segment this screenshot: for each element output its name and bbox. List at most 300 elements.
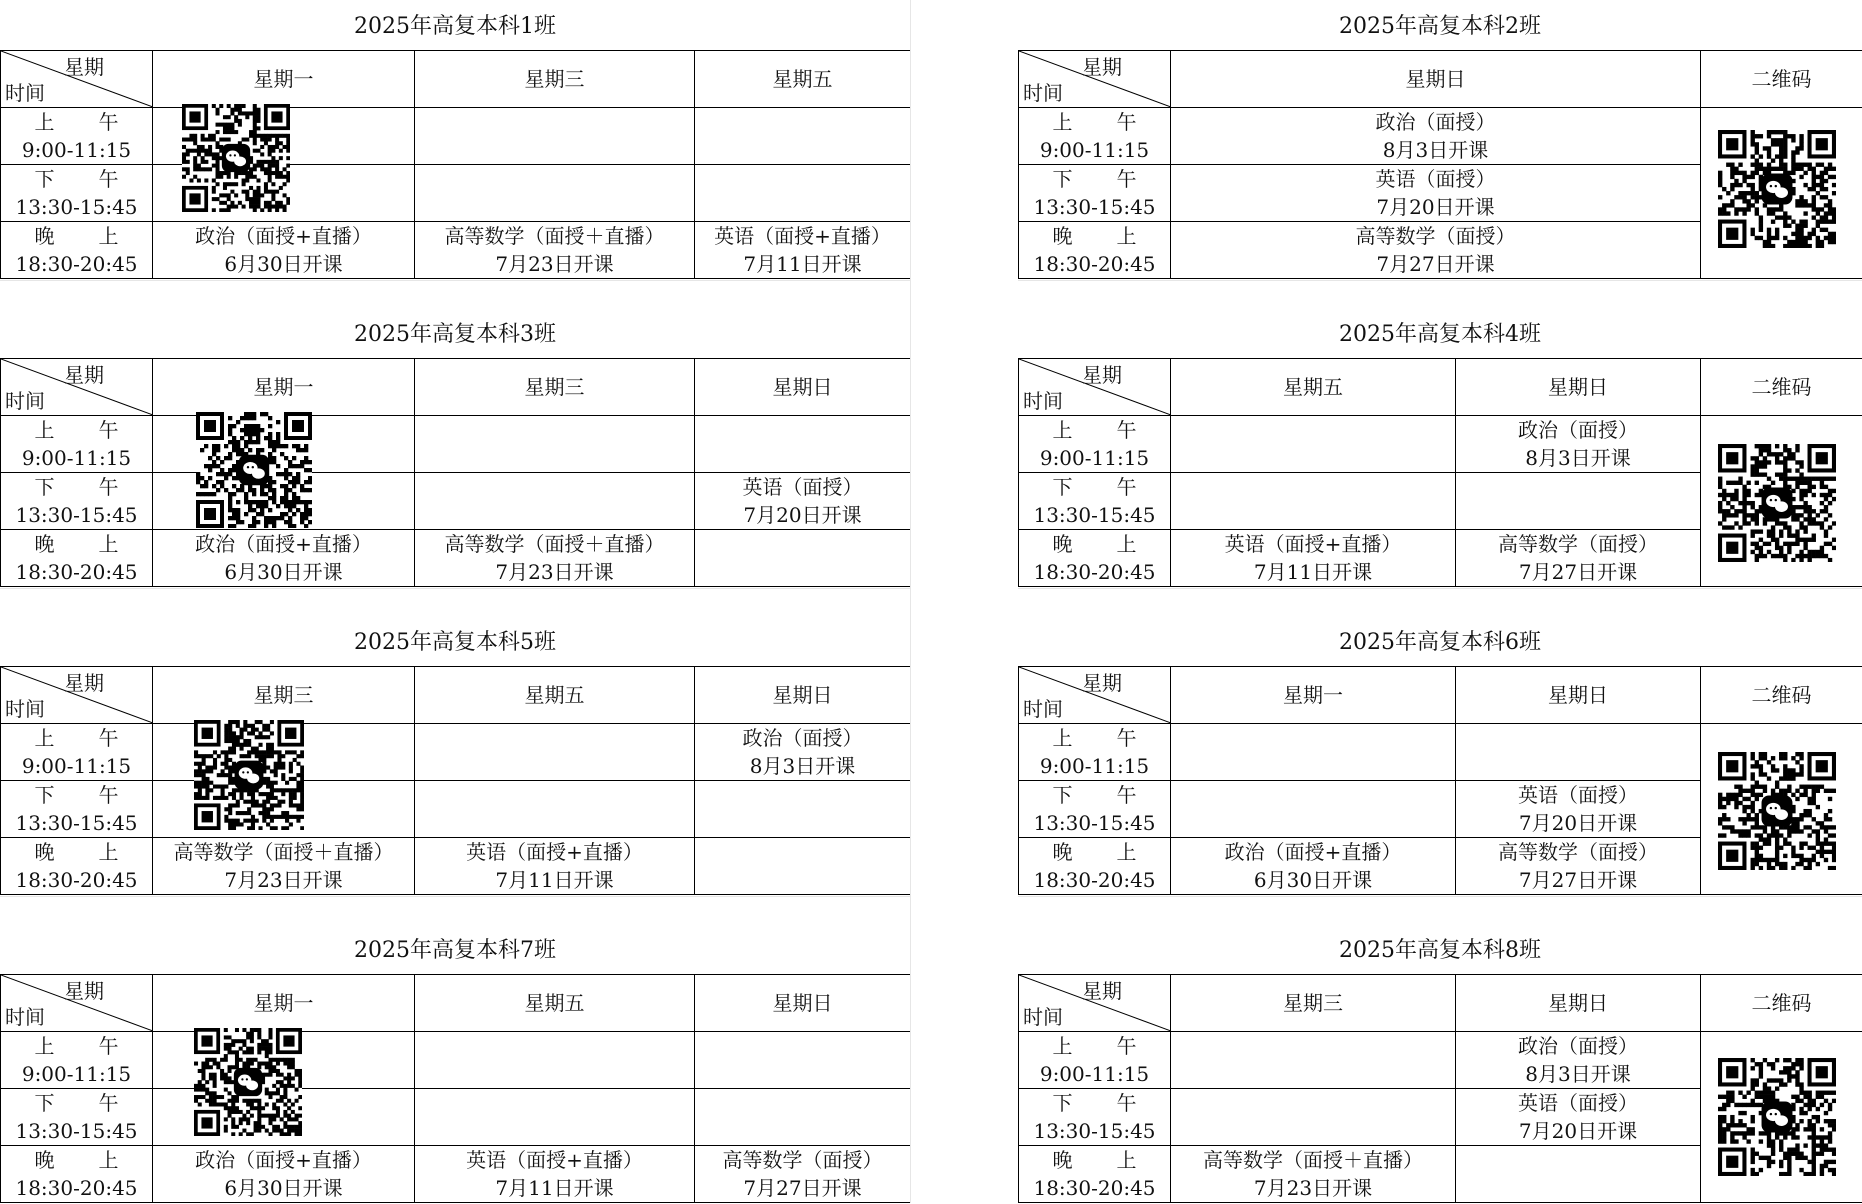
- wechat-qr-code-icon: [194, 720, 304, 834]
- time-slot-cell: [1019, 838, 1171, 895]
- time-slot-name-b: 午: [1117, 1034, 1137, 1058]
- course-cell: [695, 165, 911, 222]
- course-cell: [695, 838, 911, 895]
- time-slot-name-a: 晚: [1053, 224, 1073, 248]
- time-slot-range: 9:00-11:15: [1019, 444, 1170, 472]
- weekday-header: 星期一: [153, 975, 415, 1032]
- time-slot-range: 9:00-11:15: [1019, 1060, 1170, 1088]
- time-slot-name-b: 午: [1117, 783, 1137, 807]
- time-slot-row: [1, 165, 911, 222]
- corner-time-label: 时间: [5, 387, 45, 415]
- time-slot-row: [1, 1032, 911, 1089]
- course-cell: [1456, 416, 1701, 473]
- time-slot-name: [1019, 108, 1170, 136]
- time-slot-name: [1019, 1032, 1170, 1060]
- corner-time-label: 时间: [1023, 1003, 1063, 1031]
- course-name: 高等数学（面授＋直播）: [415, 222, 694, 250]
- corner-weekday-label: 星期: [64, 669, 104, 697]
- time-slot-cell: [1019, 781, 1171, 838]
- corner-time-label: 时间: [5, 695, 45, 723]
- time-slot-range: 18:30-20:45: [1019, 866, 1170, 894]
- time-slot-name-b: 上: [99, 840, 119, 864]
- course-start-date: 6月30日开课: [153, 1174, 414, 1202]
- course-name: 政治（面授）: [1456, 1032, 1700, 1060]
- weekday-header: 星期三: [153, 667, 415, 724]
- qr-header: 二维码: [1701, 359, 1862, 416]
- wechat-qr-code-icon: [182, 104, 290, 216]
- course-start-date: 7月11日开课: [1171, 558, 1455, 586]
- course-start-date: 7月23日开课: [153, 866, 414, 894]
- time-slot-range: 18:30-20:45: [1, 558, 152, 586]
- time-slot-range: 18:30-20:45: [1019, 1174, 1170, 1202]
- time-slot-cell: [1019, 1032, 1171, 1089]
- time-slot-cell: [1019, 473, 1171, 530]
- time-slot-cell: [1, 724, 153, 781]
- time-slot-name-a: 下: [35, 1091, 55, 1115]
- time-slot-range: 9:00-11:15: [1019, 136, 1170, 164]
- time-slot-range: 13:30-15:45: [1, 501, 152, 529]
- weekday-header: 星期一: [1171, 667, 1456, 724]
- corner-cell: [1019, 975, 1171, 1032]
- weekday-header: 星期五: [1171, 359, 1456, 416]
- course-cell: [1171, 781, 1456, 838]
- course-cell: [1456, 1032, 1701, 1089]
- course-cell: [1456, 1146, 1701, 1203]
- header-row: [1019, 667, 1862, 724]
- weekday-header: 星期三: [415, 359, 695, 416]
- time-slot-name-b: 午: [99, 110, 119, 134]
- course-cell: [1456, 1089, 1701, 1146]
- sheet-gridline: [1018, 588, 1862, 589]
- course-start-date: 6月30日开课: [153, 558, 414, 586]
- class-timetable-7: [0, 924, 910, 1204]
- course-start-date: 6月30日开课: [153, 250, 414, 278]
- time-slot-name-a: 上: [1053, 1034, 1073, 1058]
- timetable-grid: [0, 50, 911, 279]
- course-cell: [695, 108, 911, 165]
- course-cell: [1171, 473, 1456, 530]
- corner-cell: [1019, 51, 1171, 108]
- wechat-qr-code-icon: [1718, 130, 1836, 252]
- course-start-date: 8月3日开课: [1456, 1060, 1700, 1088]
- time-slot-row: [1, 108, 911, 165]
- time-slot-cell: [1019, 1146, 1171, 1203]
- time-slot-range: 18:30-20:45: [1, 1174, 152, 1202]
- class-timetable-2: [1018, 0, 1862, 280]
- time-slot-name-a: 上: [1053, 110, 1073, 134]
- time-slot-name: [1019, 222, 1170, 250]
- time-slot-cell: [1019, 530, 1171, 587]
- time-slot-range: 13:30-15:45: [1019, 809, 1170, 837]
- time-slot-cell: [1, 222, 153, 279]
- weekday-header: 星期五: [415, 667, 695, 724]
- course-cell: [695, 473, 911, 530]
- time-slot-name-b: 上: [99, 1148, 119, 1172]
- timetable-title: 2025年高复本科5班: [0, 616, 910, 666]
- time-slot-name-a: 晚: [1053, 532, 1073, 556]
- course-cell: [1456, 473, 1701, 530]
- course-name: 高等数学（面授）: [1456, 838, 1700, 866]
- weekday-header: 星期日: [1456, 667, 1701, 724]
- time-slot-name: [1019, 165, 1170, 193]
- time-slot-range: 18:30-20:45: [1019, 558, 1170, 586]
- class-timetable-5: [0, 616, 910, 896]
- corner-cell: [1, 667, 153, 724]
- header-row: [1019, 51, 1862, 108]
- corner-cell: [1019, 667, 1171, 724]
- time-slot-name-a: 上: [35, 418, 55, 442]
- course-name: 政治（面授）: [1171, 108, 1700, 136]
- time-slot-range: 9:00-11:15: [1, 444, 152, 472]
- course-cell: [415, 108, 695, 165]
- course-name: 英语（面授+直播）: [415, 838, 694, 866]
- time-slot-name-b: 上: [99, 532, 119, 556]
- header-row: [1, 359, 911, 416]
- timetable-title: 2025年高复本科8班: [1018, 924, 1862, 974]
- course-cell: [1171, 838, 1456, 895]
- time-slot-row: [1, 724, 911, 781]
- course-cell: [1171, 108, 1701, 165]
- time-slot-cell: [1019, 1089, 1171, 1146]
- course-start-date: 8月3日开课: [1171, 136, 1700, 164]
- corner-weekday-label: 星期: [1082, 53, 1122, 81]
- corner-weekday-label: 星期: [64, 361, 104, 389]
- course-cell: [695, 1146, 911, 1203]
- time-slot-name: [1, 165, 152, 193]
- course-name: 高等数学（面授＋直播）: [415, 530, 694, 558]
- wechat-qr-code-icon: [1718, 444, 1836, 566]
- time-slot-name-b: 上: [1117, 1148, 1137, 1172]
- time-slot-row: [1, 838, 911, 895]
- time-slot-name-a: 上: [1053, 418, 1073, 442]
- class-timetable-4: [1018, 308, 1862, 588]
- course-cell: [695, 781, 911, 838]
- course-name: 英语（面授+直播）: [695, 222, 910, 250]
- course-cell: [415, 724, 695, 781]
- course-name: 高等数学（面授）: [1171, 222, 1700, 250]
- course-cell: [153, 222, 415, 279]
- header-row: [1019, 359, 1862, 416]
- qr-header: 二维码: [1701, 667, 1862, 724]
- time-slot-cell: [1, 530, 153, 587]
- time-slot-cell: [1, 838, 153, 895]
- course-cell: [415, 416, 695, 473]
- course-name: 英语（面授）: [695, 473, 910, 501]
- time-slot-name-b: 午: [99, 783, 119, 807]
- time-slot-cell: [1, 165, 153, 222]
- timetable-title: 2025年高复本科2班: [1018, 0, 1862, 50]
- course-cell: [415, 781, 695, 838]
- course-name: 政治（面授+直播）: [153, 222, 414, 250]
- time-slot-cell: [1, 1032, 153, 1089]
- course-cell: [1171, 165, 1701, 222]
- course-name: 政治（面授+直播）: [1171, 838, 1455, 866]
- time-slot-cell: [1, 1089, 153, 1146]
- course-name: 英语（面授）: [1456, 781, 1700, 809]
- header-row: [1, 975, 911, 1032]
- class-timetable-8: [1018, 924, 1862, 1204]
- time-slot-cell: [1019, 108, 1171, 165]
- time-slot-cell: [1, 416, 153, 473]
- time-slot-name-a: 晚: [1053, 1148, 1073, 1172]
- time-slot-name-b: 午: [99, 1034, 119, 1058]
- time-slot-name: [1, 1146, 152, 1174]
- timetable-grid: [0, 974, 911, 1203]
- time-slot-name-b: 上: [1117, 532, 1137, 556]
- time-slot-cell: [1, 108, 153, 165]
- time-slot-name: [1, 416, 152, 444]
- time-slot-row: [1, 1089, 911, 1146]
- course-cell: [153, 1146, 415, 1203]
- course-cell: [415, 1089, 695, 1146]
- course-cell: [415, 838, 695, 895]
- course-start-date: 7月23日开课: [1171, 1174, 1455, 1202]
- course-name: 政治（面授）: [1456, 416, 1700, 444]
- time-slot-name: [1019, 416, 1170, 444]
- weekday-header: 星期日: [1456, 359, 1701, 416]
- time-slot-name: [1, 1089, 152, 1117]
- course-cell: [415, 165, 695, 222]
- time-slot-name-b: 午: [1117, 167, 1137, 191]
- time-slot-range: 13:30-15:45: [1, 1117, 152, 1145]
- course-name: 政治（面授+直播）: [153, 530, 414, 558]
- corner-weekday-label: 星期: [64, 53, 104, 81]
- class-timetable-1: [0, 0, 910, 280]
- course-name: 政治（面授）: [695, 724, 910, 752]
- course-start-date: 7月27日开课: [1456, 866, 1700, 894]
- timetable-title: 2025年高复本科4班: [1018, 308, 1862, 358]
- timetable-grid: [0, 666, 911, 895]
- time-slot-range: 18:30-20:45: [1, 866, 152, 894]
- course-cell: [1171, 1146, 1456, 1203]
- timetable-grid: [0, 358, 911, 587]
- sheet-gridline: [0, 280, 910, 281]
- time-slot-range: 9:00-11:15: [1019, 752, 1170, 780]
- time-slot-name-b: 午: [99, 418, 119, 442]
- sheet-gridline: [0, 588, 910, 589]
- course-start-date: 7月11日开课: [695, 250, 910, 278]
- course-name: 高等数学（面授＋直播）: [153, 838, 414, 866]
- course-start-date: 7月20日开课: [1456, 809, 1700, 837]
- time-slot-name-a: 晚: [1053, 840, 1073, 864]
- time-slot-name-a: 上: [35, 110, 55, 134]
- course-cell: [1171, 530, 1456, 587]
- time-slot-cell: [1019, 416, 1171, 473]
- class-timetable-6: [1018, 616, 1862, 896]
- corner-weekday-label: 星期: [1082, 669, 1122, 697]
- weekday-header: 星期三: [415, 51, 695, 108]
- course-cell: [1456, 724, 1701, 781]
- time-slot-name-b: 午: [1117, 726, 1137, 750]
- wechat-qr-code-icon: [1718, 1058, 1836, 1180]
- time-slot-name-a: 下: [35, 783, 55, 807]
- time-slot-name-b: 午: [1117, 110, 1137, 134]
- time-slot-range: 18:30-20:45: [1, 250, 152, 278]
- sheet-gridline: [910, 0, 911, 1203]
- time-slot-name: [1, 838, 152, 866]
- header-row: [1, 667, 911, 724]
- time-slot-name-b: 午: [99, 167, 119, 191]
- course-name: 高等数学（面授）: [1456, 530, 1700, 558]
- time-slot-name-a: 下: [1053, 783, 1073, 807]
- time-slot-row: [1, 473, 911, 530]
- time-slot-name-a: 上: [35, 726, 55, 750]
- time-slot-name-a: 下: [1053, 1091, 1073, 1115]
- time-slot-name: [1019, 1089, 1170, 1117]
- time-slot-cell: [1019, 165, 1171, 222]
- wechat-qr-code-icon: [196, 412, 312, 532]
- time-slot-name-b: 午: [99, 726, 119, 750]
- course-cell: [415, 1146, 695, 1203]
- corner-cell: [1, 51, 153, 108]
- time-slot-name-b: 上: [1117, 840, 1137, 864]
- time-slot-name: [1, 473, 152, 501]
- course-cell: [415, 1032, 695, 1089]
- course-cell: [153, 530, 415, 587]
- corner-time-label: 时间: [1023, 387, 1063, 415]
- weekday-header: 星期日: [695, 667, 911, 724]
- course-name: 英语（面授）: [1456, 1089, 1700, 1117]
- time-slot-cell: [1019, 724, 1171, 781]
- sheet-gridline: [1018, 280, 1862, 281]
- course-start-date: 7月27日开课: [1456, 558, 1700, 586]
- corner-cell: [1, 359, 153, 416]
- course-cell: [1171, 724, 1456, 781]
- weekday-header: 星期五: [415, 975, 695, 1032]
- time-slot-name-a: 晚: [35, 840, 55, 864]
- course-name: 英语（面授+直播）: [415, 1146, 694, 1174]
- course-start-date: 7月20日开课: [1171, 193, 1700, 221]
- corner-weekday-label: 星期: [1082, 361, 1122, 389]
- time-slot-name: [1, 222, 152, 250]
- time-slot-range: 9:00-11:15: [1, 136, 152, 164]
- weekday-header: 星期五: [695, 51, 911, 108]
- course-start-date: 8月3日开课: [1456, 444, 1700, 472]
- header-row: [1, 51, 911, 108]
- course-cell: [1171, 1032, 1456, 1089]
- time-slot-name: [1, 724, 152, 752]
- time-slot-name-a: 下: [1053, 475, 1073, 499]
- time-slot-name-a: 上: [1053, 726, 1073, 750]
- time-slot-row: [1, 530, 911, 587]
- course-start-date: 7月11日开课: [415, 1174, 694, 1202]
- time-slot-name-b: 午: [1117, 475, 1137, 499]
- course-name: 英语（面授+直播）: [1171, 530, 1455, 558]
- time-slot-name-b: 午: [99, 1091, 119, 1115]
- time-slot-cell: [1, 473, 153, 530]
- time-slot-range: 18:30-20:45: [1019, 250, 1170, 278]
- corner-time-label: 时间: [5, 79, 45, 107]
- timetable-title: 2025年高复本科3班: [0, 308, 910, 358]
- time-slot-range: 13:30-15:45: [1019, 1117, 1170, 1145]
- time-slot-name-a: 下: [35, 475, 55, 499]
- corner-cell: [1019, 359, 1171, 416]
- time-slot-cell: [1019, 222, 1171, 279]
- course-cell: [415, 530, 695, 587]
- course-name: 英语（面授）: [1171, 165, 1700, 193]
- course-start-date: 7月23日开课: [415, 558, 694, 586]
- course-cell: [1171, 416, 1456, 473]
- qr-header: 二维码: [1701, 975, 1862, 1032]
- time-slot-name-a: 下: [1053, 167, 1073, 191]
- time-slot-range: 9:00-11:15: [1, 1060, 152, 1088]
- time-slot-range: 13:30-15:45: [1, 193, 152, 221]
- timetable-title: 2025年高复本科7班: [0, 924, 910, 974]
- course-cell: [1456, 838, 1701, 895]
- weekday-header: 星期日: [1171, 51, 1701, 108]
- weekday-header: 星期日: [695, 975, 911, 1032]
- weekday-header: 星期三: [1171, 975, 1456, 1032]
- time-slot-range: 13:30-15:45: [1, 809, 152, 837]
- course-cell: [695, 1089, 911, 1146]
- time-slot-range: 13:30-15:45: [1019, 501, 1170, 529]
- timetable-title: 2025年高复本科1班: [0, 0, 910, 50]
- time-slot-name-a: 晚: [35, 224, 55, 248]
- timetable-title: 2025年高复本科6班: [1018, 616, 1862, 666]
- time-slot-name: [1019, 473, 1170, 501]
- course-cell: [695, 416, 911, 473]
- time-slot-name-b: 午: [1117, 1091, 1137, 1115]
- corner-time-label: 时间: [5, 1003, 45, 1031]
- weekday-header: 星期一: [153, 359, 415, 416]
- time-slot-name-a: 晚: [35, 1148, 55, 1172]
- time-slot-row: [1, 222, 911, 279]
- qr-header: 二维码: [1701, 51, 1862, 108]
- time-slot-name: [1, 781, 152, 809]
- course-start-date: 7月23日开课: [415, 250, 694, 278]
- wechat-qr-code-icon: [194, 1028, 302, 1140]
- sheet-gridline: [1018, 896, 1862, 897]
- time-slot-name-b: 午: [1117, 418, 1137, 442]
- time-slot-name-b: 上: [99, 224, 119, 248]
- time-slot-name: [1019, 530, 1170, 558]
- time-slot-cell: [1, 1146, 153, 1203]
- time-slot-name: [1019, 781, 1170, 809]
- course-name: 政治（面授+直播）: [153, 1146, 414, 1174]
- time-slot-row: [1, 781, 911, 838]
- course-cell: [415, 473, 695, 530]
- course-name: 高等数学（面授＋直播）: [1171, 1146, 1455, 1174]
- course-cell: [415, 222, 695, 279]
- time-slot-name-b: 午: [99, 475, 119, 499]
- time-slot-name: [1, 1032, 152, 1060]
- course-cell: [1456, 530, 1701, 587]
- course-cell: [695, 724, 911, 781]
- time-slot-name: [1019, 1146, 1170, 1174]
- course-start-date: 7月27日开课: [695, 1174, 910, 1202]
- corner-time-label: 时间: [1023, 695, 1063, 723]
- time-slot-name-a: 下: [35, 167, 55, 191]
- time-slot-name: [1019, 838, 1170, 866]
- sheet-gridline: [0, 896, 910, 897]
- time-slot-name: [1019, 724, 1170, 752]
- course-start-date: 7月20日开课: [1456, 1117, 1700, 1145]
- course-cell: [695, 530, 911, 587]
- time-slot-row: [1, 1146, 911, 1203]
- time-slot-name-a: 上: [35, 1034, 55, 1058]
- corner-weekday-label: 星期: [1082, 977, 1122, 1005]
- course-cell: [1456, 781, 1701, 838]
- course-cell: [153, 838, 415, 895]
- course-cell: [695, 222, 911, 279]
- course-name: 高等数学（面授）: [695, 1146, 910, 1174]
- course-start-date: 7月27日开课: [1171, 250, 1700, 278]
- course-cell: [695, 1032, 911, 1089]
- weekday-header: 星期一: [153, 51, 415, 108]
- class-timetable-3: [0, 308, 910, 588]
- corner-time-label: 时间: [1023, 79, 1063, 107]
- course-cell: [1171, 1089, 1456, 1146]
